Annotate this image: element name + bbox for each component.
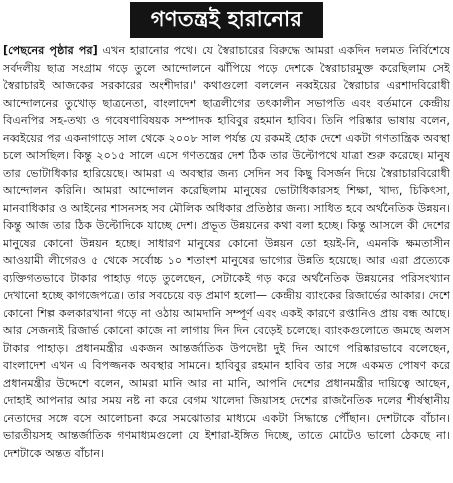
continuation-marker: [পেছনের পৃষ্ঠার পর] [3, 44, 98, 57]
article-body [3, 42, 450, 481]
article-body-text: এখন হারানোর পথে। যে স্বৈরাচারের বিরুদ্ধে আমরা একদিন দলমত নির্বিশেষে সর্বদলীয় ছাত্র সংগ্রাম গড়ে তুলে আন্দোলনে ঝাঁপিয়ে পড়ে দেশকে স্বৈরাচারমুক্ত করেছিলাম সেই স্বৈরাচারই আজকের সরকারের অংশীদার।' কথাগুলো বললেন নব্বইয়ের স্বৈরাচার এরশাদবিরোধী আন্দোলনের তুখোড় ছাত্রনেতা, বাংলাদেশ ছাত্রলীগের তৎকালীন সভাপতি এবং বর্তমানে কেন্দ্রীয় বিএনপির সহ-তথ্য ও গবেষণাবিষয়ক সম্পাদক হাবিবুর রহমান হাবিব। তিনি পরিষ্কার ভাষায় বলেন, নব্বইয়ের পর একনাগাড়ে সাল থেকে ২০০৮ সাল পর্যন্ত যে রকমই হোক দেশে একটা গণতান্ত্রিক অবস্থা চলে আসছিল। কিন্তু ২০১৫ সালে এসে গণতন্ত্রের দেশ ঠিক তার উল্টোপথে যাত্রা শুরু করেছে। মানুষ তার ভোটাধিকার হারিয়েছে। আমরা এ অবস্থার জন্য সেদিন সব কিছু বিসর্জন দিয়ে স্বৈরাচারবিরোধী আন্দোলন করিনি। আমরা আন্দোলন করেছিলাম মানুষের ভোটাধিকারসহ শিক্ষা, খাদ্য, চিকিৎসা, মানবাধিকার ও আইনের শাসনসহ সব মৌলিক অধিকার প্রতিষ্ঠার জন্য। সাধিত হবে অর্থনৈতিক উন্নয়ন। কিন্তু আজ তার ঠিক উল্টোদিকে যাচ্ছে দেশ। প্রভূত উন্নয়নের কথা বলা হচ্ছে। কিন্তু আসলে কী দেশের মানুষের কোনো উন্নয়ন হচ্ছে। সাধারণ মানুষের কোনো উন্নয়ন তো হয়ই-নি, এমনকি ক্ষমতাসীন আওয়ামী লীগেরও ৫ থেকে সর্বোচ্চ ১০ শতাংশ মানুষের ভাগ্যের উন্নতি হয়েছে। আর এরা প্রত্যেকে ব্যক্তিগতভাবে টাকার পাহাড় গড়ে তুলেছেন, সেটাকেই গড় করে অর্থনৈতিক উন্নয়নের পরিসংখ্যান দেখানো হচ্ছে কাগজেপত্রে। তার সবচেয়ে বড় প্রমাণ হলো— কেন্দ্রীয় ব্যাংকের রিজার্ভের আকার। দেশে কোনো শিল্প কলকারখানা গড়ে না ওঠায় আমদানি সম্পূর্ণ এবং একই কারণে রপ্তানিও প্রায় বন্ধ আছে। আর সেজন্যই রিজার্ভ কোনো কাজে না লাগায় দিন দিন বেড়েই চলেছে। ব্যাংকগুলোতে জমছে অলস টাকার পাহাড়। প্রধানমন্ত্রীর একজন আন্তর্জাতিক উপদেষ্টা দুই দিন আগে পরিষ্কারভাবে বলেছেন, বাংলাদেশ এখন এ বিপজ্জনক অবস্থার সামনে। হাবিবুর রহমান হাবিব তার সঙ্গে একমত পোষণ করে প্রধানমন্ত্রীর উদ্দেশে বলেন, আমরা মানি আর না মানি, আপনি দেশের প্রধানমন্ত্রীর দায়িত্বে আছেন, দোহাই আপনার আর সময় নষ্ট না করে বেগম খালেদা জিয়াসহ দেশের রাজনৈতিক দলের শীর্ষস্থানীয় নেতাদের সঙ্গে বসে আলোচনা করে সমঝোতার মাধ্যমে একটা সিদ্ধান্তে পৌঁছান। দেশটাকে বাঁচান। ভারতীয়সহ আন্তর্জাতিক গণমাধ্যমগুলো যে ইশারা-ইঙ্গিত দিচ্ছে, তাতে মোটেও ভালো ঠেকছে না। দেশটাকে অন্তত বাঁচান। [3, 44, 450, 460]
headline: গণতন্ত্রই হারানোর [130, 2, 323, 38]
